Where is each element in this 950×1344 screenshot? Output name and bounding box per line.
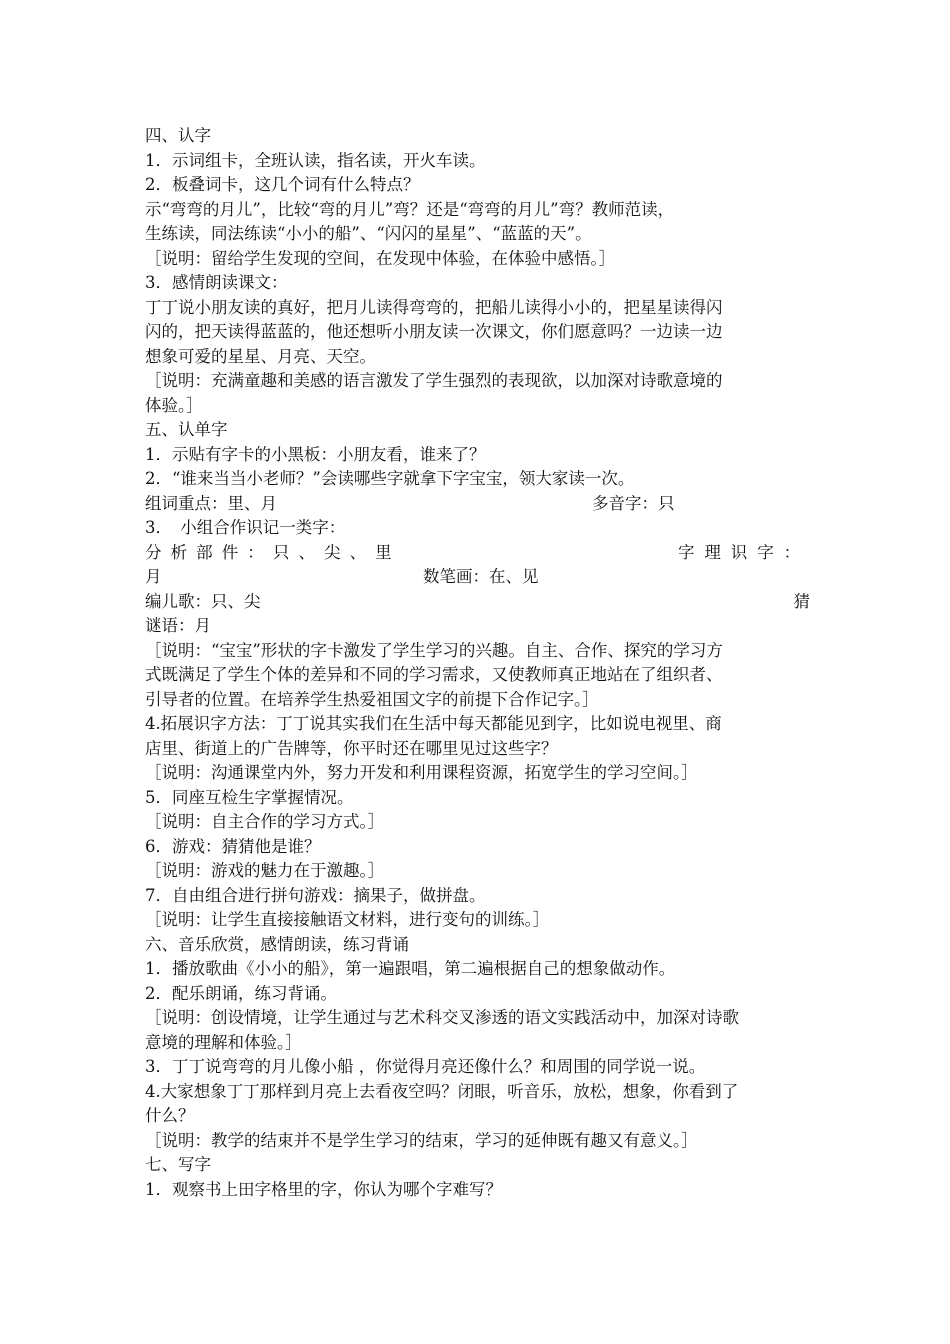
note: 意境的理解和体验。］ — [145, 1032, 302, 1052]
paragraph: 生练读，同法练读“小小的船”、“闪闪的星星”、“蓝蓝的天”。 — [145, 224, 592, 243]
section-heading-single-characters: 五、认单字 — [145, 420, 228, 439]
note: 式既满足了学生个体的差异和不同的学习需求，又使教师真正地站在了组织者、 — [145, 665, 723, 684]
paragraph: 4.大家想象丁丁那样到月亮上去看夜空吗？闭眼，听音乐，放松，想象，你看到了 — [145, 1081, 739, 1101]
line-left: 分析部件：只、尖、里 — [145, 542, 401, 562]
paragraph: 7．自由组合进行拼句游戏：摘果子，做拼盘。 — [145, 885, 486, 905]
paragraph: 3． 小组合作识记一类字： — [145, 518, 346, 537]
paragraph: 3．丁丁说弯弯的月儿像小船 ，你觉得月亮还像什么？和周围的同学说一说。 — [145, 1057, 706, 1076]
line-mid: 数笔画：在、见 — [423, 567, 539, 586]
note: ［说明：留给学生发现的空间，在发现中体验，在体验中感悟。］ — [145, 248, 616, 268]
paragraph: 4.拓展识字方法：丁丁说其实我们在生活中每天都能见到字，比如说电视里、商 — [145, 714, 722, 733]
note: ［说明：充满童趣和美感的语言激发了学生强烈的表现欲，以加深对诗歌意境的 — [145, 371, 723, 390]
paragraph: 谜语：月 — [145, 616, 211, 635]
paragraph: 店里、街道上的广告牌等，你平时还在哪里见过这些字？ — [145, 738, 558, 758]
note: ［说明：自主合作的学习方式。］ — [145, 812, 385, 831]
section-heading-writing: 七、写字 — [145, 1155, 211, 1174]
line-left: 编儿歌：只、尖 — [145, 591, 261, 611]
paragraph: 3．感情朗读课文： — [145, 273, 288, 292]
note: ［说明：游戏的魅力在于激趣。］ — [145, 861, 385, 880]
line-right: 字理识字： — [678, 542, 810, 562]
paragraph: 1．观察书上田字格里的字，你认为哪个字难写？ — [145, 1179, 502, 1199]
two-column-line — [145, 541, 810, 566]
note: ［说明：创设情境，让学生通过与艺术科交叉渗透的语文实践活动中，加深对诗歌 — [145, 1008, 739, 1027]
section-heading-music: 六、音乐欣赏，感情朗读，练习背诵 — [145, 934, 409, 954]
paragraph: 2．配乐朗诵，练习背诵。 — [145, 983, 337, 1003]
paragraph: 示“弯弯的月儿”，比较“弯的月儿”弯？还是“弯弯的月儿”弯？教师范读， — [145, 199, 675, 219]
document-page — [145, 124, 810, 1202]
two-column-line — [145, 492, 810, 517]
paragraph: 1．示贴有字卡的小黑板：小朋友看，谁来了？ — [145, 444, 486, 464]
paragraph: 6．游戏：猜猜他是谁？ — [145, 836, 321, 856]
paragraph: 5．同座互检生字掌握情况。 — [145, 787, 354, 807]
line-right: 多音字：只 — [592, 493, 675, 513]
paragraph: 2．板叠词卡，这几个词有什么特点？ — [145, 175, 420, 194]
paragraph: 什么？ — [145, 1106, 195, 1125]
note: ［说明：“宝宝”形状的字卡激发了学生学习的兴趣。自主、合作、探究的学习方 — [145, 640, 723, 660]
paragraph: 丁丁说小朋友读的真好，把月儿读得弯弯的，把船儿读得小小的，把星星读得闪 — [145, 297, 723, 317]
paragraph: 1．示词组卡，全班认读，指名读，开火车读。 — [145, 150, 486, 170]
line-right: 猜 — [793, 591, 810, 611]
note: 体验。］ — [145, 395, 203, 415]
note: ［说明：让学生直接接触语文材料，进行变句的训练。］ — [145, 910, 550, 929]
section-heading-recognize-words: 四、认字 — [145, 126, 211, 145]
paragraph: 想象可爱的星星、月亮、天空。 — [145, 346, 376, 366]
paragraph: 闪的，把天读得蓝蓝的，他还想听小朋友读一次课文，你们愿意吗？一边读一边 — [145, 322, 723, 341]
line-left: 组词重点：里、月 — [145, 493, 277, 513]
paragraph: 2．“谁来当当小老师？”会读哪些字就拿下字宝宝，领大家读一次。 — [145, 469, 635, 488]
paragraph: 1．播放歌曲《小小的船》，第一遍跟唱，第二遍根据自己的想象做动作。 — [145, 959, 676, 978]
line-left: 月 — [145, 567, 162, 586]
two-column-line — [145, 590, 810, 615]
note: ［说明：教学的结束并不是学生学习的结束，学习的延伸既有趣又有意义。］ — [145, 1130, 698, 1150]
note: 引导者的位置。在培养学生热爱祖国文字的前提下合作记字。］ — [145, 689, 599, 709]
note: ［说明：沟通课堂内外，努力开发和利用课程资源，拓宽学生的学习空间。］ — [145, 763, 698, 782]
two-column-line — [145, 565, 810, 590]
